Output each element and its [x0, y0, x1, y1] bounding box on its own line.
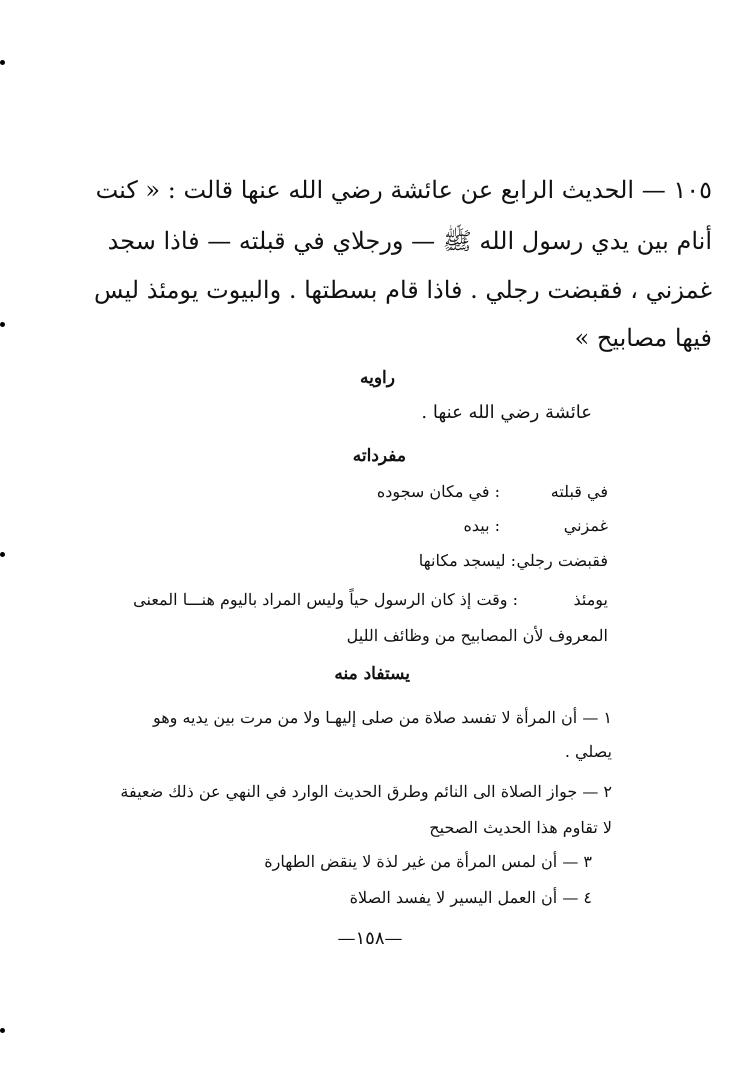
vocab-continuation: المعروف لأن المصابيح من وظائف الليل: [346, 626, 608, 645]
hadith-line-2: أنام بين يدي رسول الله ﷺ — ورجلاي في قبلته — فاذا سجد: [107, 227, 712, 255]
lesson-line-4: لا تقاوم هذا الحديث الصحيح: [429, 818, 612, 837]
vocab-meaning-1: : في مكان سجوده: [376, 482, 500, 501]
lesson-line-6: ٤ — أن العمل اليسير لا يفسد الصلاة: [349, 888, 592, 907]
page-number: —١٥٨—: [337, 928, 403, 949]
narrator-text: عائشة رضي الله عنها .: [421, 402, 592, 423]
margin-dot: [0, 322, 5, 327]
lesson-line-3: ٢ — جواز الصلاة الى النائم وطرق الحديث الوارد في النهي عن ذلك ضعيفة: [120, 782, 612, 801]
margin-dot: [0, 552, 5, 557]
vocab-meaning-4: : وقت إذ كان الرسول حياً وليس المراد باليوم هنـــا المعنى: [133, 590, 518, 609]
vocab-word-1: في قبلته: [550, 482, 608, 501]
vocabulary-heading: مفرداته: [352, 446, 406, 466]
vocab-word-2: غمزني: [563, 516, 608, 535]
lesson-line-5: ٣ — أن لمس المرأة من غير لذة لا ينقض الطهارة: [264, 852, 592, 871]
lesson-line-2: يصلي .: [564, 742, 612, 761]
vocab-word-3: فقبضت رجلي: [516, 551, 608, 570]
hadith-line-1: ١٠٥ — الحديث الرابع عن عائشة رضي الله عنها قالت : « كنت: [95, 176, 712, 204]
vocab-meaning-2: : بيده: [463, 516, 500, 535]
margin-dot: [0, 60, 5, 65]
vocab-word-4: يومئذ: [573, 590, 608, 609]
hadith-line-3: غمزني ، فقبضت رجلي . فاذا قام بسطتها . والبيوت يومئذ ليس: [93, 276, 712, 304]
lessons-heading: يستفاد منه: [334, 664, 410, 684]
narrator-heading: راويه: [360, 368, 395, 388]
margin-dot: [0, 1028, 5, 1033]
hadith-line-4: فيها مصابيح »: [574, 324, 712, 352]
lesson-line-1: ١ — أن المرأة لا تفسد صلاة من صلى إليهـا ولا من مرت بين يديه وهو: [152, 708, 612, 727]
vocab-meaning-3: : ليسجد مكانها: [418, 551, 516, 570]
